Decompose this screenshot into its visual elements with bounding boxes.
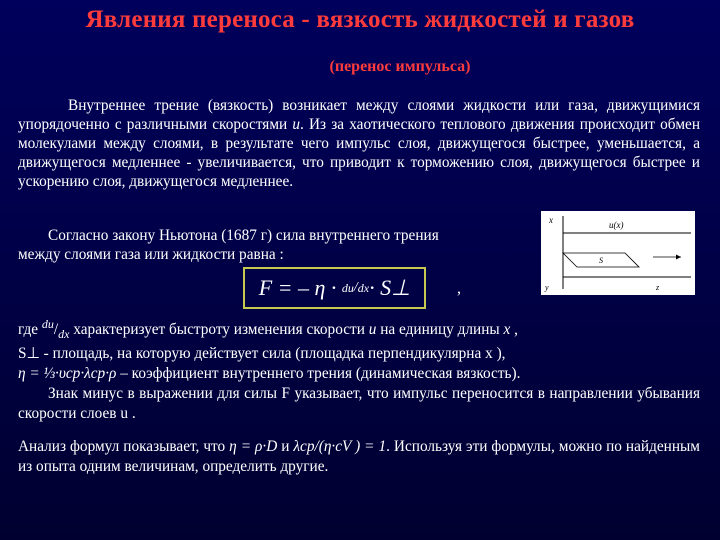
explanation-dx: dx (58, 327, 70, 341)
analysis-text-a: Анализ формул показывает, что (18, 438, 230, 455)
minus-sign-explanation: Знак минус в выражении для силы F указывает, что импульс переносится в направлении убывания скорости слоев u . (18, 385, 700, 422)
newton-formula-box: F = – η · du / dx · S⊥ (243, 267, 426, 309)
paragraph-viscosity-definition (18, 96, 700, 191)
area-label: S (599, 256, 603, 265)
viscosity-coefficient-text: – коэффициент внутреннего трения (динамическая вязкость). (116, 365, 521, 382)
analysis-text-b: . Используя эти формулы, можно по найденным из опыта одним величинам, определить другие. (18, 438, 700, 475)
para1-text-b: . Из за хаотического теплового движения происходит обмен молекулами между слоями, в результате чего импульс слоя, движущегося быстрее, уменьшается, а движущегося медленнее - увеличивается, что приводит к торможению слоя, движущегося быстрее и ускорению слоя, движущегося медленнее. (18, 116, 701, 190)
formula-lhs: F = – η · (258, 275, 337, 300)
explanation-x: x (503, 321, 511, 338)
formula-du: du (341, 280, 354, 295)
paragraph-explanation (18, 314, 700, 424)
velocity-symbol: u (292, 116, 301, 133)
velocity-profile-figure (541, 211, 695, 295)
slide-subtitle: (перенос импульса) (329, 58, 471, 75)
viscosity-coefficient-line (18, 364, 700, 384)
explanation-line1: где $^{du}/_{dx}$ характеризует быстроту изменения скорости u на единицу длины x , (18, 317, 518, 341)
velocity-arrowhead (676, 255, 681, 260)
explanation-du: du (41, 317, 54, 331)
x-axis-label: x (549, 215, 553, 225)
newton-law-line1: Согласно закону Ньютона (1687 г) сила внутреннего трения (48, 227, 439, 244)
explanation-line1-end: на единицу длины (376, 321, 504, 338)
analysis-formula1: η = ρ·D (229, 438, 278, 455)
analysis-and: и (277, 438, 294, 455)
newton-law-line2: между слоями газа или жидкости равна : (18, 246, 284, 263)
y-axis-label: y (545, 283, 549, 292)
viscosity-formula: η = ⅓·υср·λср·ρ (18, 365, 117, 382)
slide-title: Явления переноса - вязкость жидкостей и газов (85, 6, 635, 33)
para1-text-a: Внутреннее трение (вязкость) возникает между слоями жидкости или газа, движущимися упорядоченно с различными скоростями (18, 97, 700, 133)
area-definition-line: S⊥ - площадь, на которую действует сила (площадка перпендикулярна x ), (18, 345, 506, 362)
formula-dx: dx (357, 280, 370, 295)
velocity-profile-diagram (541, 211, 695, 295)
explanation-u: u (368, 321, 377, 338)
explanation-line1-tail: , (510, 321, 518, 338)
u-of-x-label: u(x) (609, 220, 624, 230)
formula-rhs: · S⊥ (369, 275, 411, 300)
analysis-formula2: λср/(η·cV ) = 1 (293, 438, 387, 455)
formula-comma: , (457, 280, 461, 297)
paragraph-analysis (18, 437, 700, 477)
z-axis-label: z (656, 283, 660, 292)
paragraph-newton-law (18, 226, 518, 264)
explanation-line1-rest: характеризует быстроту изменения скорости (69, 321, 369, 338)
gde-word: где (18, 321, 39, 338)
